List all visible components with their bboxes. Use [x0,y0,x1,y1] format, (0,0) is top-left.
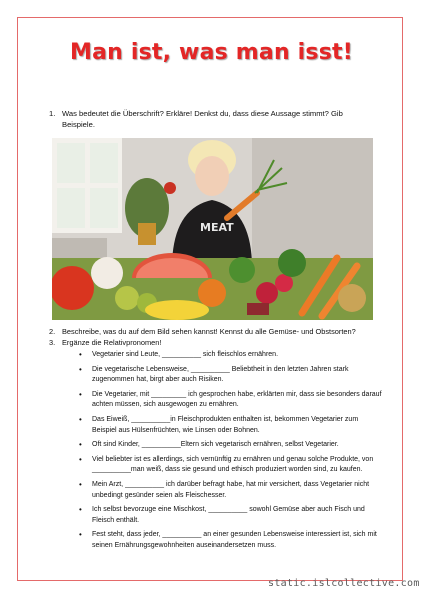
photo-yellow-pepper [145,300,209,320]
vegetables-photo [52,138,373,320]
photo-window-pane-1 [57,143,85,183]
photo-greens [278,249,306,277]
question-2-text: Beschreibe, was du auf dem Bild sehen kannst! Kennst du alle Gemüse- und Obstsorten? [62,327,356,336]
photo-shirt-text: MEAT [200,221,234,234]
exercise-sentence: • Ich selbst bevorzuge eine Mischkost, __________ sowohl Gemüse aber auch Fisch und Fleisch enthält. [92,505,382,526]
photo-mushrooms [91,257,123,289]
site-watermark: static.islcollective.com [268,578,420,589]
photo-window-pane-2 [90,143,118,183]
question-1-number: 1. [49,109,56,118]
question-3 [49,337,382,348]
photo-lettuce [229,257,255,283]
photo-orange [198,279,226,307]
photo-red-onion [247,303,269,315]
exercise-sentence: • Die Vegetarier, mit _________ ich gesprochen habe, erklärten mir, dass sie besonders darauf achten müssen, sich ausgewogen zu ernähren. [92,390,382,411]
photo-window-pane-4 [90,188,118,228]
question-2 [49,326,382,337]
exercise-sentence: • Mein Arzt, __________ ich darüber befragt habe, hat mir versichert, dass Vegetarier nicht unbedingt gesünder seien als Fleischesser. [92,480,382,501]
exercise-sentence: • Oft sind Kinder, __________Eltern sich vegetarisch ernähren, selbst Vegetarier. [92,440,382,451]
photo-pepper-red [52,266,94,310]
question-3-text: Ergänze die Relativpronomen! [62,338,162,347]
exercise-sentence: • Die vegetarische Lebensweise, __________ Beliebtheit in den letzten Jahren stark zugenommen hat, birgt aber auch Risiken. [92,365,382,386]
photo-plant-pot [138,223,156,245]
question-3-number: 3. [49,338,56,347]
photo-woman-face [195,156,229,196]
photo-radish [256,282,278,304]
exercise-sentence: • Viel beliebter ist es allerdings, sich vernünftig zu ernähren und genau solche Produkte, von __________man weiß, dass sie gesund und ethisch produziert worden sind, zu kaufen. [92,455,382,476]
photo-tomato-hand [164,182,176,194]
exercise-sentence: • Vegetarier sind Leute, __________ sich fleischlos ernähren. [92,350,382,361]
question-1 [49,108,372,130]
exercise-sentence-list [92,350,382,556]
photo-illustration [52,138,373,320]
worksheet-title: Man ist, was man isst! [70,40,353,65]
exercise-sentence: • Das Eiweiß, __________in Fleischprodukten enthalten ist, bekommen Vegetarier zum Beispiel aus Hülsenfrüchten, wie Linsen oder Bohnen. [92,415,382,436]
photo-wall-shadow [252,138,373,258]
question-2-number: 2. [49,327,56,336]
exercise-sentence: • Fest steht, dass jeder, __________ an einer gesunden Lebensweise interessiert ist, sich mit seinen Ernährungsgewohnheiten auseinandersetzen muss. [92,530,382,551]
question-1-text: Was bedeutet die Überschrift? Erkläre! Denkst du, dass diese Aussage stimmt? Gib Beispiele. [62,109,343,129]
photo-potato [338,284,366,312]
photo-window-pane-3 [57,188,85,228]
photo-grapes [115,286,139,310]
